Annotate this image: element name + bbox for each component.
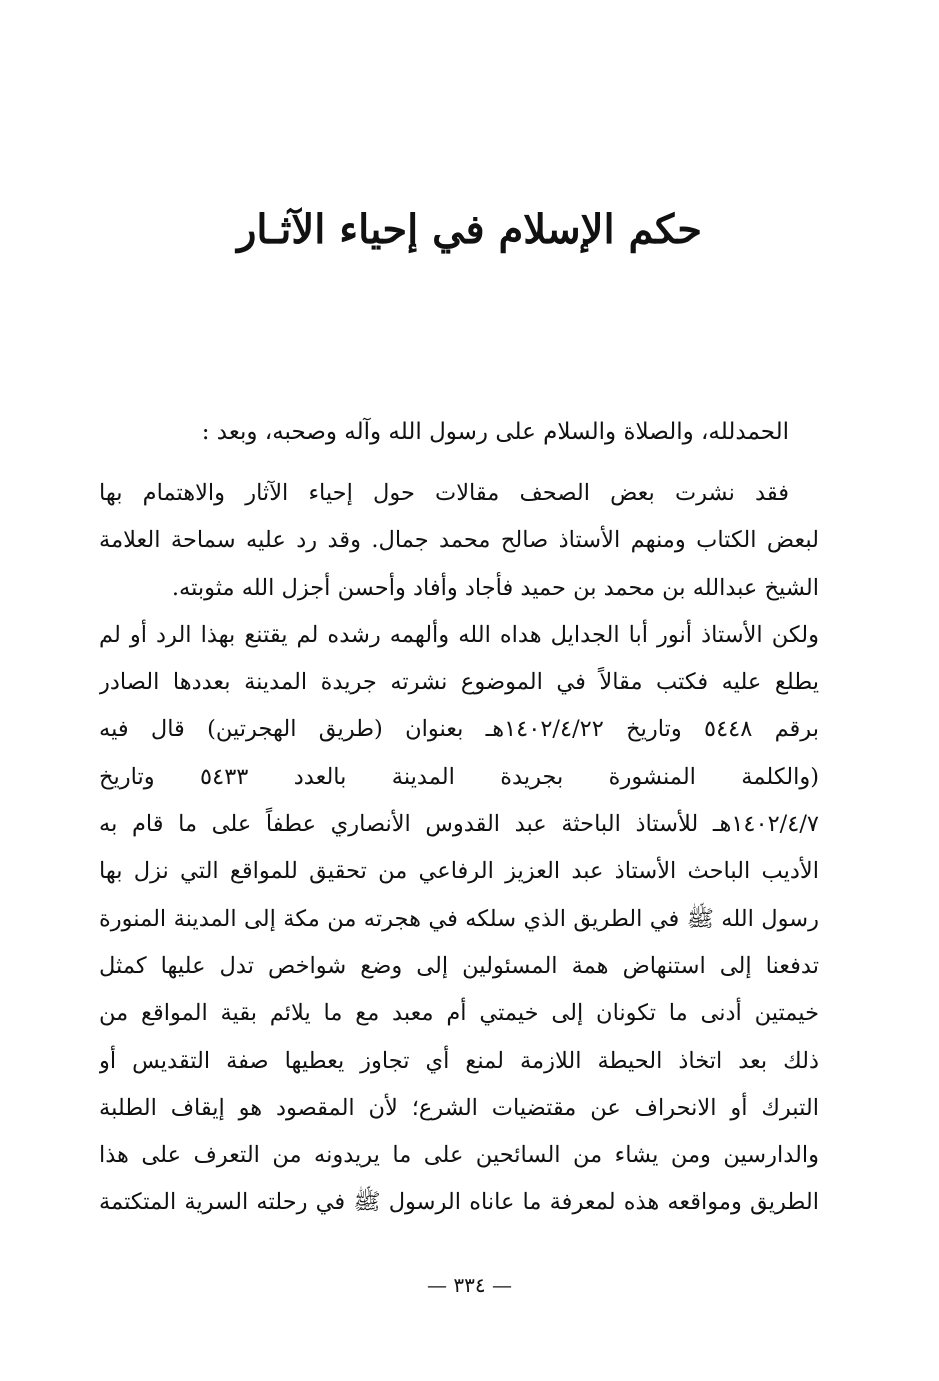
text-line: ١٤٠٢/٤/٧هـ للأستاذ الباحثة عبد القدوس الأنصاري عطفاً على ما قام به bbox=[99, 811, 819, 838]
text-line: ذلك بعد اتخاذ الحيطة اللازمة لمنع أي تجاوز يعطيها صفة التقديس أو bbox=[99, 1047, 819, 1074]
text-line: رسول الله ﷺ في الطريق الذي سلكه في هجرته من مكة إلى المدينة المنورة bbox=[99, 905, 819, 932]
text-line: يطلع عليه فكتب مقالاً في الموضوع نشرته جريدة المدينة بعددها الصادر bbox=[99, 669, 819, 696]
body-paragraph bbox=[99, 470, 819, 1227]
text-line: والدارسين ومن يشاء من السائحين على ما يريدونه من التعرف على هذا bbox=[99, 1142, 819, 1169]
page-title: حكم الإسلام في إحياء الآثـار bbox=[237, 206, 702, 253]
text-line: الشيخ عبدالله بن محمد بن حميد فأجاد وأفاد وأحسن أجزل الله مثوبته. bbox=[171, 574, 819, 601]
intro-paragraph: الحمدلله، والصلاة والسلام على رسول الله وآله وصحبه، وبعد : bbox=[201, 419, 789, 445]
text-line: (والكلمة المنشورة بجريدة المدينة بالعدد ٥٤٣٣ وتاريخ bbox=[99, 763, 819, 790]
text-line: الأديب الباحث الأستاذ عبد العزيز الرفاعي من تحقيق للمواقع التي نزل بها bbox=[99, 858, 819, 885]
text-line: تدفعنا إلى استنهاض همة المسئولين إلى وضع شواخص تدل عليها كمثل bbox=[99, 952, 819, 979]
text-line: فقد نشرت بعض الصحف مقالات حول إحياء الآثار والاهتمام بها bbox=[99, 480, 789, 506]
text-line: ولكن الأستاذ أنور أبا الجدايل هداه الله وألهمه رشده لم يقتنع بهذا الرد أو لم bbox=[99, 621, 819, 648]
text-line: التبرك أو الانحراف عن مقتضيات الشرع؛ لأن المقصود هو إيقاف الطلبة bbox=[99, 1094, 819, 1121]
text-line: الطريق ومواقعه هذه لمعرفة ما عاناه الرسول ﷺ في رحلته السرية المتكتمة bbox=[99, 1189, 819, 1216]
text-line: برقم ٥٤٤٨ وتاريخ ١٤٠٢/٤/٢٢هـ بعنوان (طريق الهجرتين) قال فيه bbox=[99, 716, 819, 743]
page-number: — ٣٣٤ — bbox=[427, 1273, 512, 1297]
text-line: لبعض الكتاب ومنهم الأستاذ صالح محمد جمال. وقد رد عليه سماحة العلامة bbox=[99, 527, 819, 554]
text-line: خيمتين أدنى ما تكونان إلى خيمتي أم معبد مع ما يلائم بقية المواقع من bbox=[99, 1000, 819, 1027]
